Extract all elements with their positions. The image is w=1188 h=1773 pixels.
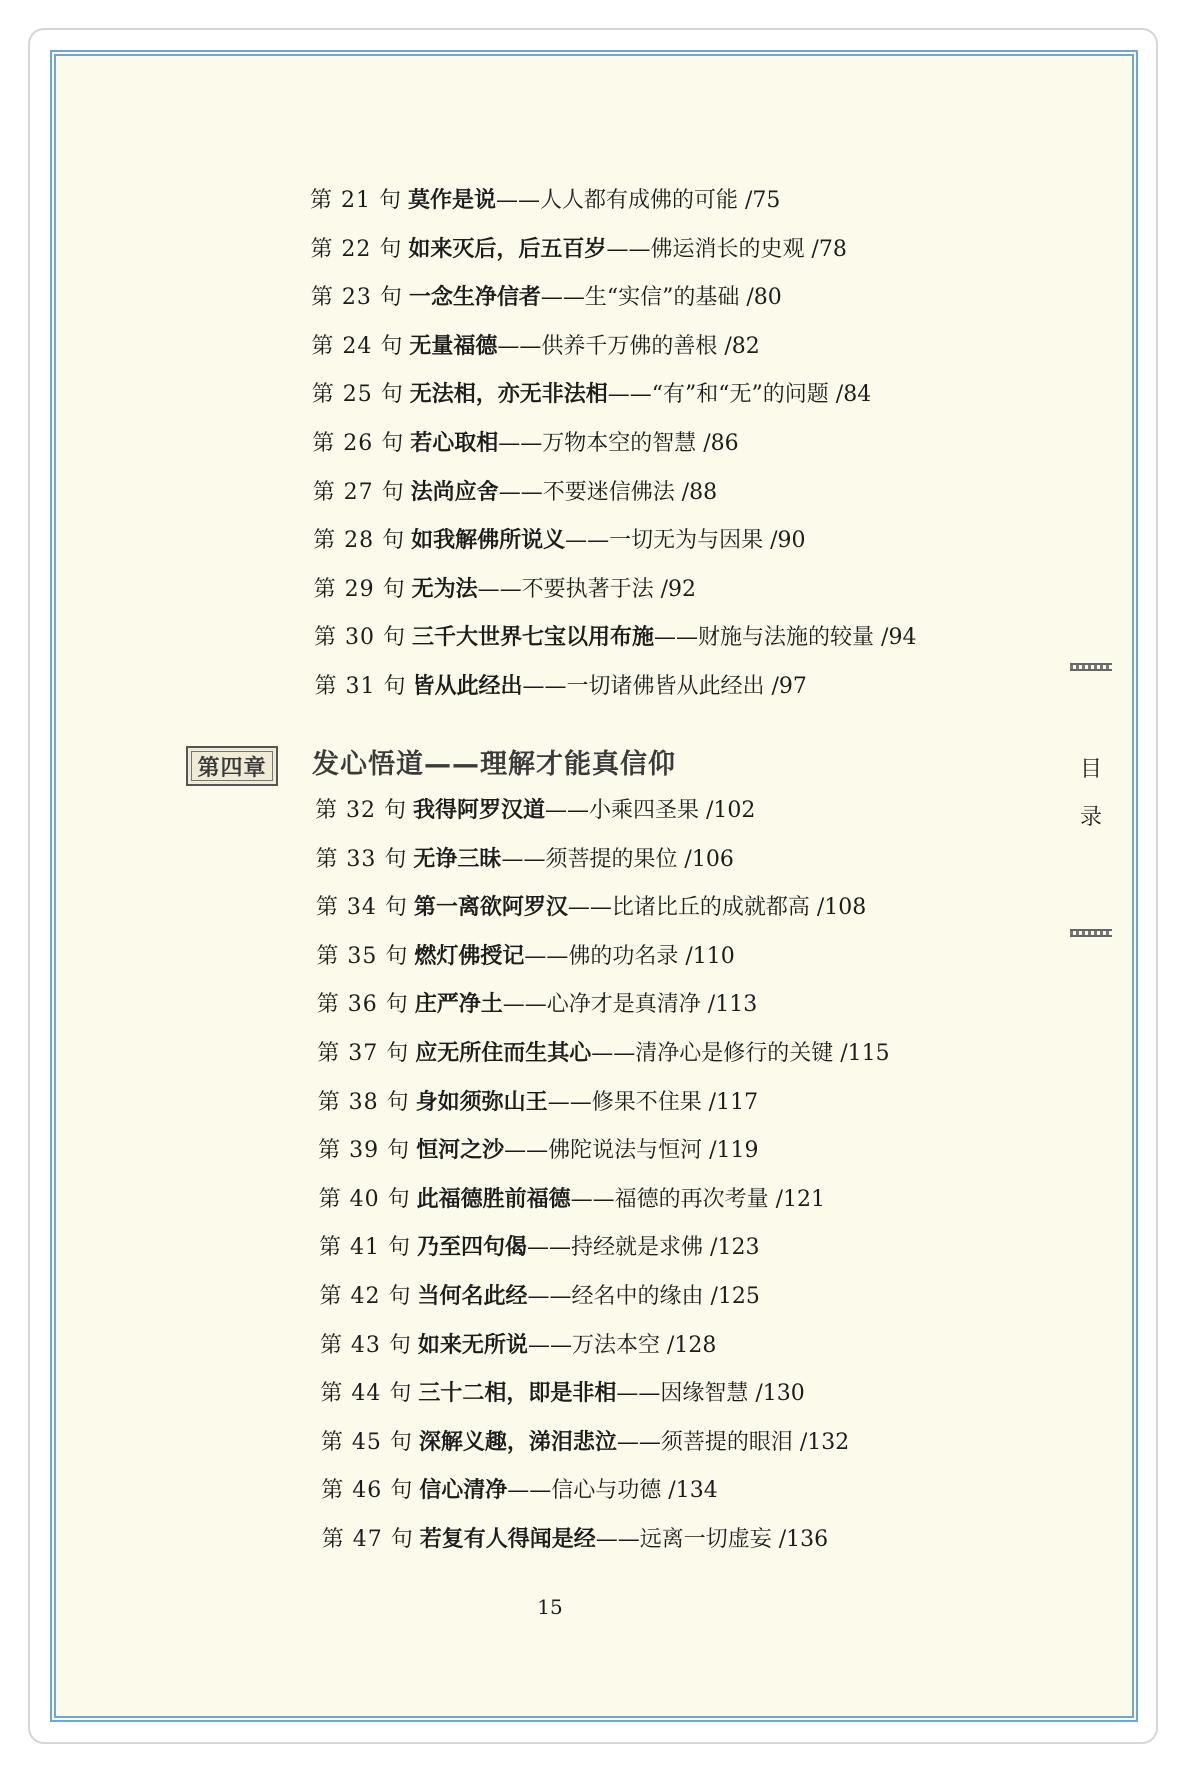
toc-entry xyxy=(311,283,782,313)
toc-entry xyxy=(314,575,696,605)
toc-entry-number: 第 37 句 xyxy=(317,1041,410,1066)
toc-entry-number: 第 32 句 xyxy=(315,798,407,823)
toc-entry xyxy=(312,380,871,410)
toc-entry-heading: 三十二相，即是非相 xyxy=(418,1381,617,1407)
toc-entry-heading: 无量福德 xyxy=(409,333,498,359)
toc-entry-heading: 三千大世界七宝以用布施 xyxy=(412,625,655,651)
side-label-lu: 录 xyxy=(1080,805,1103,830)
toc-entry-heading: 法尚应舍 xyxy=(410,479,499,505)
toc-entry-heading: 身如须弥山王 xyxy=(415,1089,548,1115)
toc-entry-subtitle: ——生“实信”的基础 /80 xyxy=(540,285,782,311)
toc-entry-subtitle: ——不要迷信佛法 /88 xyxy=(498,479,718,505)
toc-entry-subtitle: ——小乘四圣果 /102 xyxy=(545,798,756,823)
toc-entry xyxy=(311,332,759,362)
toc-entry-heading: 应无所住而生其心 xyxy=(415,1041,592,1066)
toc-entry-heading: 若心取相 xyxy=(410,431,499,456)
toc-entry-subtitle: ——须菩提的果位 /106 xyxy=(501,846,734,872)
toc-entry-subtitle: ——万物本空的智慧 /86 xyxy=(498,431,739,456)
toc-entry-number: 第 29 句 xyxy=(313,576,406,602)
toc-entry-heading: 若复有人得闻是经 xyxy=(419,1527,596,1552)
toc-entry xyxy=(316,942,734,972)
toc-entry-number: 第 33 句 xyxy=(315,846,408,872)
toc-entry-heading: 燃灯佛授记 xyxy=(414,943,525,969)
chapter-label: 第四章 xyxy=(191,751,273,781)
toc-entry xyxy=(310,235,846,265)
chapter-label-box xyxy=(186,746,278,786)
toc-entry-number: 第 45 句 xyxy=(320,1429,413,1455)
toc-entry-heading: 我得阿罗汉道 xyxy=(412,798,545,823)
toc-entry-number: 第 34 句 xyxy=(315,895,408,921)
toc-entry-subtitle: ——人人都有成佛的可能 /75 xyxy=(496,188,781,213)
toc-entry-subtitle: ——财施与法施的较量 /94 xyxy=(654,625,917,651)
toc-entry xyxy=(310,186,780,216)
toc-entry-subtitle: ——万法本空 /128 xyxy=(527,1332,717,1358)
toc-entry-subtitle: ——心净才是真清净 /113 xyxy=(502,992,758,1018)
toc-entry xyxy=(320,1379,804,1409)
toc-entry-subtitle: ——佛的功名录 /110 xyxy=(524,943,735,969)
toc-entry-subtitle: ——比诸比丘的成就都高 /108 xyxy=(567,895,867,921)
toc-entry xyxy=(314,623,916,653)
toc-entry-heading: 无为法 xyxy=(411,576,478,602)
toc-entry xyxy=(318,1136,758,1166)
toc-entry-subtitle: ——须菩提的眼泪 /132 xyxy=(616,1429,850,1455)
toc-entry-heading: 第一离欲阿罗汉 xyxy=(413,895,568,921)
toc-entry-number: 第 41 句 xyxy=(319,1235,412,1261)
toc-entry-number: 第 39 句 xyxy=(318,1138,411,1164)
toc-entry-subtitle: ——不要执著于法 /92 xyxy=(477,576,696,602)
toc-entry xyxy=(315,672,807,702)
toc-entry-heading: 深解义趣，涕泪悲泣 xyxy=(418,1429,617,1455)
toc-entry-subtitle: ——一切诸佛皆从此经出 /97 xyxy=(522,674,807,699)
toc-entry-heading: 信心清净 xyxy=(419,1478,508,1504)
toc-entry-heading: 皆从此经出 xyxy=(412,674,523,699)
toc-entry xyxy=(318,1088,758,1118)
toc-entry xyxy=(315,845,733,875)
toc-entry-subtitle: ——持经就是求佛 /123 xyxy=(527,1235,760,1261)
toc-entry-heading: 无诤三昧 xyxy=(413,846,502,872)
toc-entry-subtitle: ——一切无为与因果 /90 xyxy=(565,528,806,554)
toc-entry-heading: 如来无所说 xyxy=(417,1332,528,1358)
side-rule-top xyxy=(1070,663,1112,671)
toc-entry-subtitle: ——“有”和“无”的问题 /84 xyxy=(607,382,872,408)
chapter-title: 发心悟道——理解才能真信仰 xyxy=(312,749,676,780)
toc-entry-heading: 当何名此经 xyxy=(417,1284,528,1309)
toc-entry xyxy=(320,1282,760,1312)
toc-entry-number: 第 40 句 xyxy=(318,1186,411,1212)
toc-entry xyxy=(312,429,738,459)
toc-entry-heading: 一念生净信者 xyxy=(408,285,541,311)
toc-entry-heading: 此福德胜前福德 xyxy=(416,1186,571,1212)
toc-entry-number: 第 47 句 xyxy=(321,1527,414,1552)
toc-entry xyxy=(315,796,755,826)
toc-entry xyxy=(317,990,757,1020)
toc-entry-number: 第 38 句 xyxy=(317,1089,410,1115)
side-label-mu: 目 xyxy=(1080,757,1103,782)
toc-entry-heading: 庄严净土 xyxy=(414,992,503,1018)
toc-entry-number: 第 25 句 xyxy=(311,382,404,408)
toc-entry-number: 第 36 句 xyxy=(316,992,409,1018)
toc-entry-number: 第 26 句 xyxy=(312,431,405,456)
toc-entry-subtitle: ——佛陀说法与恒河 /119 xyxy=(504,1138,759,1164)
toc-entry-number: 第 21 句 xyxy=(310,188,402,213)
toc-entry-subtitle: ——因缘智慧 /130 xyxy=(616,1381,805,1407)
toc-entry xyxy=(320,1331,716,1361)
toc-entry xyxy=(316,893,866,923)
toc-entry-heading: 乃至四句偈 xyxy=(417,1235,528,1261)
toc-entry-number: 第 43 句 xyxy=(319,1332,412,1358)
toc-entry xyxy=(321,1476,717,1506)
toc-entry xyxy=(321,1428,849,1458)
toc-entry xyxy=(313,526,805,556)
toc-entry-number: 第 31 句 xyxy=(314,674,407,699)
toc-entry-subtitle: ——佛运消长的史观 /78 xyxy=(606,236,847,262)
toc-entry xyxy=(319,1233,759,1263)
page-number: 15 xyxy=(537,1595,563,1619)
toc-entry-subtitle: ——福德的再次考量 /121 xyxy=(570,1186,825,1212)
toc-entry-heading: 恒河之沙 xyxy=(416,1138,505,1164)
toc-entry xyxy=(322,1525,828,1555)
toc-entry-number: 第 44 句 xyxy=(320,1381,413,1407)
toc-entry xyxy=(317,1039,889,1069)
toc-entry-subtitle: ——经名中的缘由 /125 xyxy=(527,1284,760,1309)
toc-entry-number: 第 42 句 xyxy=(319,1284,412,1309)
toc-entry-number: 第 46 句 xyxy=(321,1478,414,1504)
toc-entry xyxy=(319,1185,825,1215)
toc-entry-subtitle: ——清净心是修行的关键 /115 xyxy=(591,1041,890,1066)
toc-entry-subtitle: ——远离一切虚妄 /136 xyxy=(595,1527,829,1552)
toc-entry-number: 第 24 句 xyxy=(311,333,404,359)
toc-entry-number: 第 23 句 xyxy=(310,285,403,311)
toc-entry-number: 第 35 句 xyxy=(316,943,409,969)
toc-entry-subtitle: ——修果不住果 /117 xyxy=(547,1089,759,1115)
toc-entry-heading: 如来灭后，后五百岁 xyxy=(408,236,607,262)
toc-entry-heading: 如我解佛所说义 xyxy=(411,528,566,554)
toc-entry-number: 第 27 句 xyxy=(312,479,405,505)
toc-entry-subtitle: ——供养千万佛的善根 /82 xyxy=(497,333,760,359)
toc-entry-number: 第 22 句 xyxy=(310,236,403,262)
side-rule-bottom xyxy=(1070,929,1112,937)
toc-entry-number: 第 28 句 xyxy=(313,528,406,554)
toc-entry-number: 第 30 句 xyxy=(314,625,407,651)
toc-entry-subtitle: ——信心与功德 /134 xyxy=(507,1478,718,1504)
toc-entry-heading: 莫作是说 xyxy=(407,188,496,213)
toc-entry xyxy=(313,478,717,508)
toc-entry-heading: 无法相，亦无非法相 xyxy=(409,382,608,408)
